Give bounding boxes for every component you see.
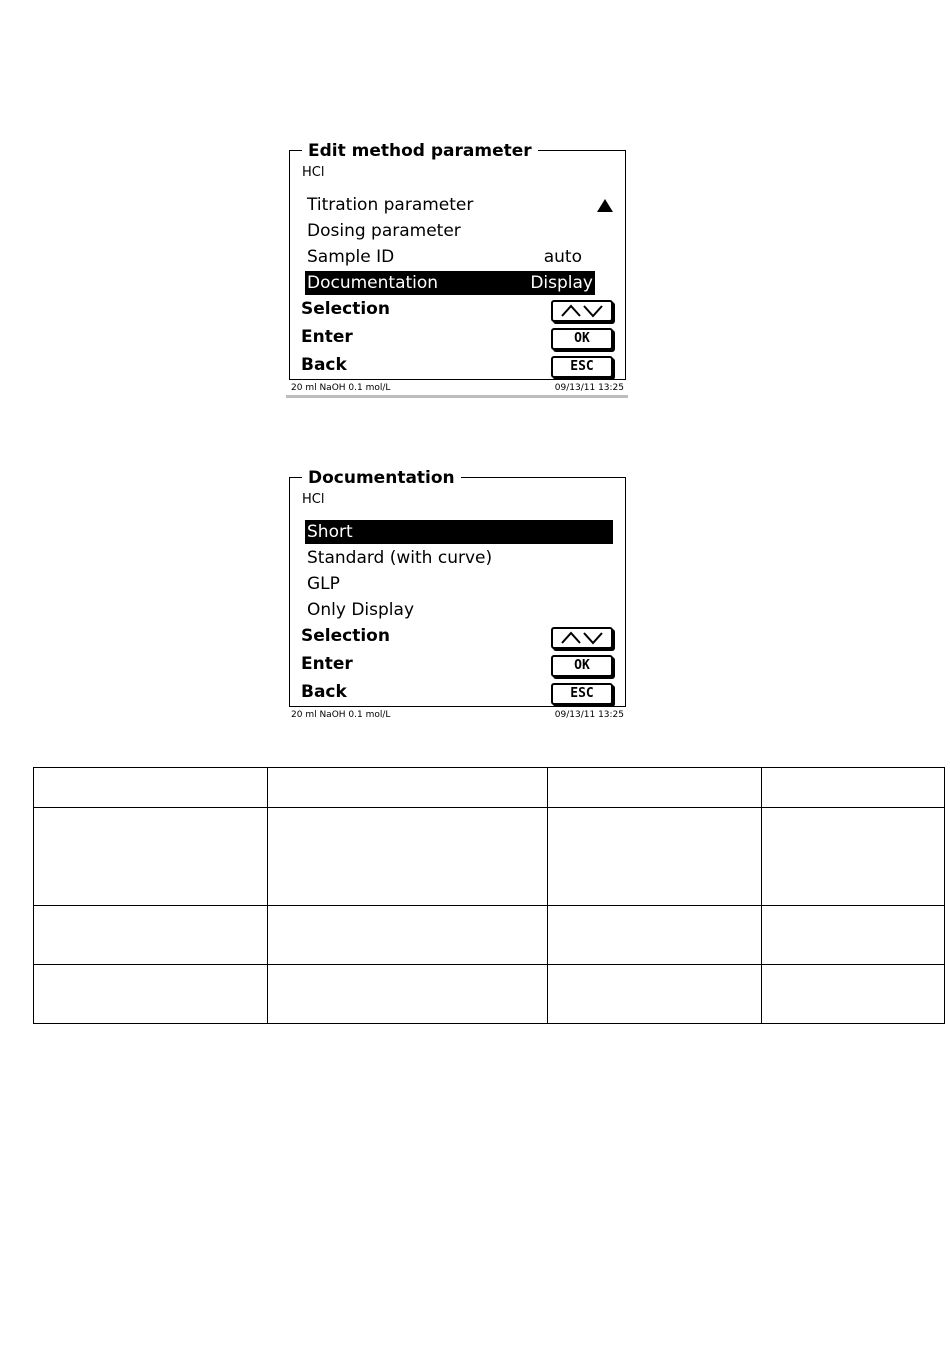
- table-cell: [548, 808, 762, 906]
- selection-label: Selection: [301, 626, 390, 646]
- table-row: [34, 965, 945, 1024]
- enter-label: Enter: [301, 654, 353, 674]
- table-cell: [762, 906, 945, 965]
- screen-subtitle: HCl: [302, 492, 325, 507]
- table-cell: [34, 808, 268, 906]
- menu-item-titration-parameter[interactable]: [305, 193, 615, 217]
- menu-item-label: Documentation: [307, 273, 439, 293]
- status-reagent: 20 ml NaOH 0.1 mol/L: [291, 710, 391, 720]
- edit-method-parameter-screen: [286, 140, 628, 402]
- table-row: [34, 808, 945, 906]
- enter-label: Enter: [301, 327, 353, 347]
- table-cell: [762, 808, 945, 906]
- selection-label: Selection: [301, 299, 390, 319]
- table-cell: [762, 965, 945, 1024]
- option-label: Standard (with curve): [307, 548, 493, 568]
- option-only-display[interactable]: [305, 598, 615, 622]
- menu-item-value: Display: [530, 273, 593, 293]
- menu-item-value: auto: [543, 247, 582, 267]
- table-cell: [548, 965, 762, 1024]
- menu-item-documentation[interactable]: [305, 271, 615, 295]
- menu-item-label: Dosing parameter: [307, 221, 461, 241]
- ok-button[interactable]: OK: [551, 328, 613, 350]
- menu-item-label: Sample ID: [307, 247, 395, 267]
- back-label: Back: [301, 682, 347, 702]
- table-row: [34, 768, 945, 808]
- menu-item-sample-id[interactable]: [305, 245, 615, 269]
- option-label: Short: [307, 522, 353, 542]
- esc-button[interactable]: ESC: [551, 683, 613, 705]
- option-glp[interactable]: [305, 572, 615, 596]
- menu-item-dosing-parameter[interactable]: [305, 219, 615, 243]
- menu-item-label: Titration parameter: [307, 195, 474, 215]
- screen-subtitle: HCl: [302, 165, 325, 180]
- up-triangle-icon: [597, 199, 613, 212]
- table-cell: [34, 906, 268, 965]
- table-cell: [34, 768, 268, 808]
- esc-button[interactable]: ESC: [551, 356, 613, 378]
- table-cell: [548, 768, 762, 808]
- up-down-arrows-icon[interactable]: [551, 627, 613, 649]
- status-reagent: 20 ml NaOH 0.1 mol/L: [291, 383, 391, 393]
- option-label: Only Display: [307, 600, 415, 620]
- table-cell: [268, 906, 548, 965]
- screen-title: Edit method parameter: [302, 142, 538, 160]
- status-datetime: 09/13/11 13:25: [554, 383, 624, 393]
- table-cell: [548, 906, 762, 965]
- screen-title: Documentation: [302, 469, 461, 487]
- table-cell: [268, 808, 548, 906]
- documentation-screen: [286, 467, 628, 729]
- table-row: [34, 906, 945, 965]
- screen-frame: [289, 468, 626, 707]
- table-cell: [34, 965, 268, 1024]
- option-short[interactable]: [305, 520, 613, 544]
- option-standard-with-curve[interactable]: [305, 546, 615, 570]
- table-cell: [268, 965, 548, 1024]
- table-cell: [762, 768, 945, 808]
- ok-button[interactable]: OK: [551, 655, 613, 677]
- option-label: GLP: [307, 574, 340, 594]
- table-cell: [268, 768, 548, 808]
- status-datetime: 09/13/11 13:25: [554, 710, 624, 720]
- up-down-arrows-icon[interactable]: [551, 300, 613, 322]
- screen-frame: [289, 141, 626, 380]
- screen-bottom-edge: [286, 395, 628, 398]
- empty-table: [33, 767, 945, 1024]
- back-label: Back: [301, 355, 347, 375]
